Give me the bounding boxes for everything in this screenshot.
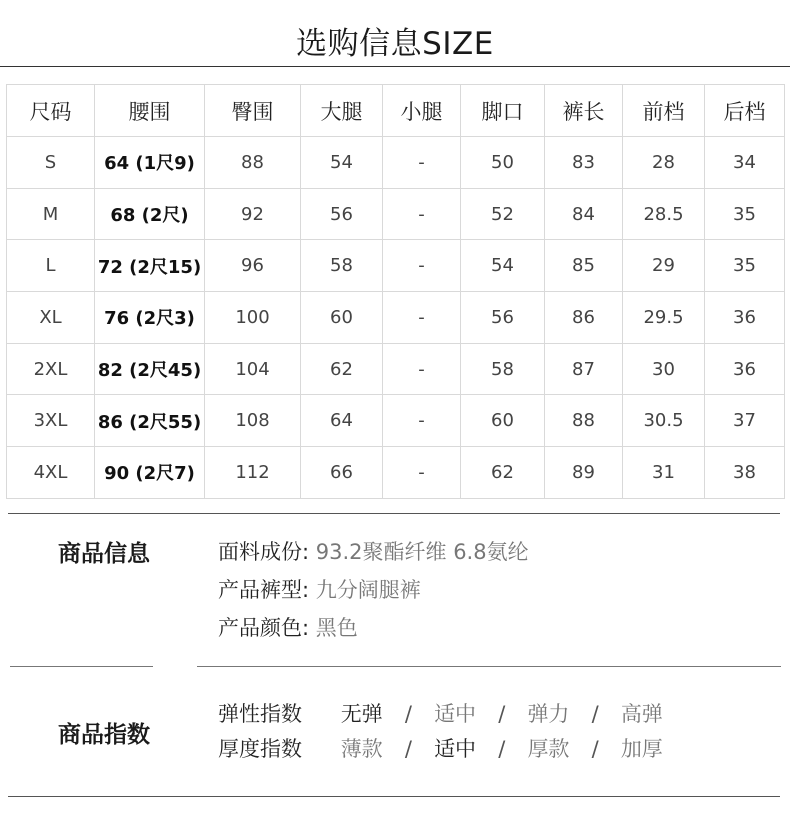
cell-size: 4XL — [7, 447, 95, 499]
table-header-row — [7, 85, 785, 137]
elasticity-label: 弹性指数 — [218, 702, 302, 726]
option-separator: / — [404, 737, 412, 761]
table-row — [7, 447, 785, 499]
cell-calf: - — [383, 240, 461, 292]
product-info-heading: 商品信息 — [58, 541, 150, 567]
header-front-rise: 前档 — [623, 85, 705, 137]
cell-back-rise: 36 — [705, 292, 785, 344]
header-back-rise: 后档 — [705, 85, 785, 137]
cell-front-rise: 28 — [623, 137, 705, 189]
thickness-option: 厚款 — [527, 737, 570, 761]
bottom-divider — [8, 796, 780, 797]
cell-hip: 92 — [205, 188, 301, 240]
cell-hip: 108 — [205, 395, 301, 447]
option-separator: / — [498, 737, 506, 761]
cell-hem: 56 — [461, 292, 545, 344]
cell-waist: 86 (2尺55) — [95, 395, 205, 447]
cell-hem: 60 — [461, 395, 545, 447]
cell-calf: - — [383, 188, 461, 240]
cell-back-rise: 35 — [705, 188, 785, 240]
table-row — [7, 137, 785, 189]
table-row — [7, 343, 785, 395]
elasticity-option: 高弹 — [620, 702, 663, 726]
cell-size: XL — [7, 292, 95, 344]
cell-waist: 68 (2尺) — [95, 188, 205, 240]
title-divider — [0, 66, 790, 67]
elasticity-option: 适中 — [434, 702, 477, 726]
table-row — [7, 188, 785, 240]
cell-front-rise: 30 — [623, 343, 705, 395]
thickness-option: 加厚 — [620, 737, 663, 761]
cell-calf: - — [383, 137, 461, 189]
cell-waist: 64 (1尺9) — [95, 137, 205, 189]
cell-length: 89 — [545, 447, 623, 499]
cell-hip: 88 — [205, 137, 301, 189]
thickness-label: 厚度指数 — [218, 737, 302, 761]
cell-back-rise: 37 — [705, 395, 785, 447]
cell-front-rise: 31 — [623, 447, 705, 499]
option-separator: / — [591, 737, 599, 761]
cell-waist: 82 (2尺45) — [95, 343, 205, 395]
cell-size: S — [7, 137, 95, 189]
cell-back-rise: 38 — [705, 447, 785, 499]
elasticity-index-row — [218, 698, 663, 728]
cell-calf: - — [383, 343, 461, 395]
color-value: 黑色 — [315, 616, 358, 640]
cell-calf: - — [383, 292, 461, 344]
cell-thigh: 66 — [301, 447, 383, 499]
cell-length: 85 — [545, 240, 623, 292]
cell-thigh: 56 — [301, 188, 383, 240]
cell-hem: 52 — [461, 188, 545, 240]
cell-waist: 90 (2尺7) — [95, 447, 205, 499]
option-separator: / — [404, 702, 412, 726]
cell-size: M — [7, 188, 95, 240]
cell-length: 86 — [545, 292, 623, 344]
fabric-line — [218, 536, 529, 566]
cell-length: 83 — [545, 137, 623, 189]
table-row — [7, 240, 785, 292]
thickness-index-row — [218, 733, 663, 763]
fit-line — [218, 574, 421, 604]
header-calf: 小腿 — [383, 85, 461, 137]
cell-length: 87 — [545, 343, 623, 395]
fit-value: 九分阔腿裤 — [315, 578, 421, 602]
section-divider-right — [197, 666, 781, 667]
cell-hip: 96 — [205, 240, 301, 292]
thickness-option: 薄款 — [340, 737, 383, 761]
option-separator: / — [498, 702, 506, 726]
cell-size: 2XL — [7, 343, 95, 395]
cell-calf: - — [383, 395, 461, 447]
cell-hem: 62 — [461, 447, 545, 499]
cell-hip: 104 — [205, 343, 301, 395]
cell-front-rise: 29.5 — [623, 292, 705, 344]
cell-thigh: 64 — [301, 395, 383, 447]
cell-back-rise: 35 — [705, 240, 785, 292]
cell-thigh: 58 — [301, 240, 383, 292]
color-label: 产品颜色: — [218, 616, 310, 640]
thickness-option: 适中 — [434, 737, 477, 761]
section-divider — [8, 513, 780, 514]
header-size: 尺码 — [7, 85, 95, 137]
header-hip: 臀围 — [205, 85, 301, 137]
cell-waist: 72 (2尺15) — [95, 240, 205, 292]
product-index-heading: 商品指数 — [58, 722, 150, 748]
header-length: 裤长 — [545, 85, 623, 137]
fit-label: 产品裤型: — [218, 578, 310, 602]
cell-back-rise: 36 — [705, 343, 785, 395]
header-waist: 腰围 — [95, 85, 205, 137]
cell-length: 88 — [545, 395, 623, 447]
elasticity-option: 弹力 — [527, 702, 570, 726]
cell-size: L — [7, 240, 95, 292]
header-thigh: 大腿 — [301, 85, 383, 137]
cell-thigh: 60 — [301, 292, 383, 344]
page-title: 选购信息SIZE — [296, 26, 494, 62]
section-divider-left — [10, 666, 153, 667]
table-row — [7, 292, 785, 344]
cell-hem: 58 — [461, 343, 545, 395]
cell-thigh: 54 — [301, 137, 383, 189]
table-row — [7, 395, 785, 447]
cell-front-rise: 28.5 — [623, 188, 705, 240]
cell-hem: 50 — [461, 137, 545, 189]
cell-thigh: 62 — [301, 343, 383, 395]
elasticity-option: 无弹 — [340, 702, 383, 726]
cell-back-rise: 34 — [705, 137, 785, 189]
cell-hip: 100 — [205, 292, 301, 344]
header-hem: 脚口 — [461, 85, 545, 137]
cell-hem: 54 — [461, 240, 545, 292]
cell-front-rise: 29 — [623, 240, 705, 292]
fabric-label: 面料成份: — [218, 540, 310, 564]
cell-waist: 76 (2尺3) — [95, 292, 205, 344]
color-line — [218, 612, 358, 642]
cell-calf: - — [383, 447, 461, 499]
cell-length: 84 — [545, 188, 623, 240]
option-separator: / — [591, 702, 599, 726]
cell-hip: 112 — [205, 447, 301, 499]
fabric-value: 93.2聚酯纤维 6.8氨纶 — [315, 540, 529, 564]
size-table — [6, 84, 785, 499]
cell-front-rise: 30.5 — [623, 395, 705, 447]
cell-size: 3XL — [7, 395, 95, 447]
